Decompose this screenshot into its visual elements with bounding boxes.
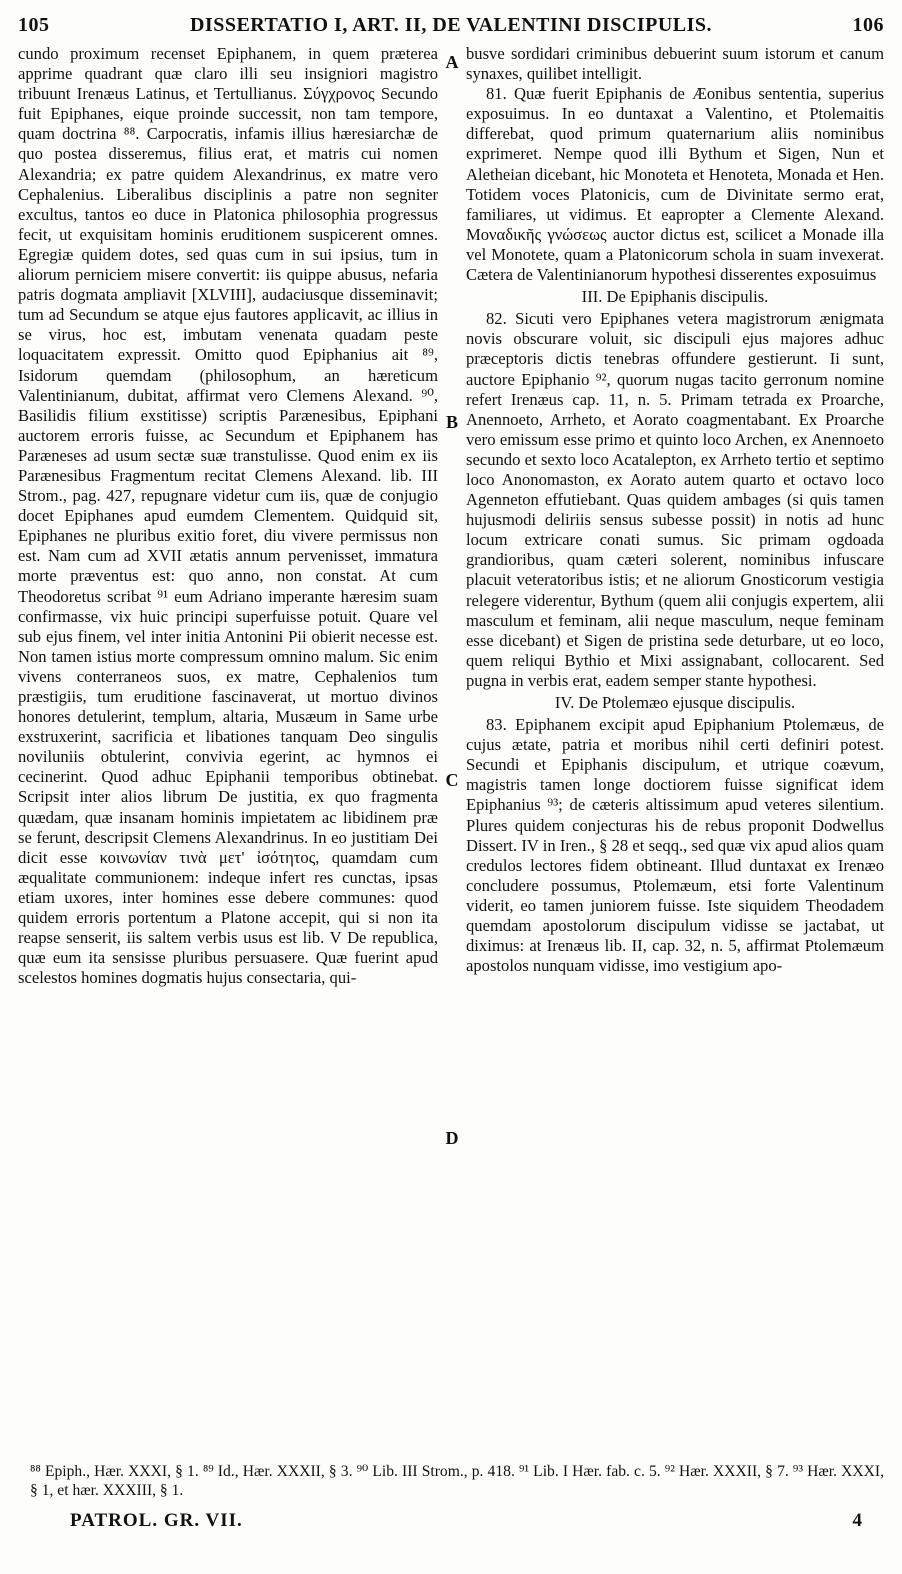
paragraph-83: 83. Epiphanem excipit apud Epiphanium Ptolemæus, de cujus ætate, patria et moribus nihil certi definiri potest. Secundi et Epiphanis discipulum, et utrique coævum, magistris tamen longe doctiorem fuisse significat idem Epiphanius ⁹³; de cæteris altissimum apud veteres silentium. Plures quidem conjecturas his de rebus proponit Dodwellus Dissert. IV in Iren., § 28 et seqq., sed quæ vix apud alios quam credulos lectores fidem obtineant. Illud duntaxat ex Irenæo concludere possumus, Ptolemæum, etsi forte Valentinum viderit, eo tamen juniorem fuisse. Iste siquidem Theodadem quemdam apostolorum discipulum vidisse se jactabat, ut diximus: at Irenæus lib. II, cap. 32, n. 5, affirmat Ptolemæum apostolos nunquam vidisse, imo vestigium apo- — [466, 715, 884, 976]
left-column-text: cundo proximum recenset Epiphanem, in quem præterea apprime quadrant quæ claro illi seu insigniori magistro tribuunt Irenæus Latinus, et Tertullianus. Σύγχρονος Secundo fuit Epiphanes, eique proinde successit, non tam tempore, quam doctrina ⁸⁸. Carpocratis, infamis illius hæresiarchæ de quo postea disseremus, filius erat, et matris cui nomen Alexandria; ex patre quidem Alexandrinus, ex matre vero Cephalenius. Liberalibus disciplinis a patre non segniter excultus, tantos eo duce in Platonica philosophia progressus fecit, ut exquisitam hominis eruditionem suspicerent omnes. Egregiæ quidem dotes, sed quas cum in sui ipsius, tum in aliorum perniciem misere convertit: iis quippe abusus, nefaria patris dogmata ampliavit [XLVIII], audaciusque disseminavit; tum ad Secundum se atque ejus fautores applicavit, ac illius in se virus, hoc est, imbutam venenata quadam peste loquacitatem expressit. Omitto quod Epiphanius ait ⁸⁹, Isidorum quemdam (philosophum, an hæreticum Valentinianum, dubitat, affirmat vero Clemens Alexand. ⁹⁰, Basilidis filium exstitisse) scriptis Parænesibus, Epiphani auctorem erroris fuisse, ac Secundum et Epiphanem has Paræneses ad usum sectæ suæ transtulisse. Quod enim ex iis Parænesibus Fragmentum recitat Clemens Alexand. lib. III Strom., pag. 427, repugnare videtur cum iis, quæ de conjugio docet Epiphanes apud eumdem Clementem. Quidquid sit, Epiphanes ne pluribus exitio foret, diu vivere permissus non est. Nam cum ad XVII ætatis annum pervenisset, immatura morte præventus est: quo anno, non constat. At cum Theodoretus scribat ⁹¹ eum Adriano imperante hæresim suam confirmasse, vix huic principi superfuisse potuit. Quare vel sub ejus finem, vel inter initia Antonini Pii obierit necesse est. Non tamen istius morte compressum omnino malum. Sic enim vivens conterraneos suos, ex matre, Cephalenios tum præstigiis, tum eruditione fascinaverat, ut mortuo divinos honores detulerint, templum, altaria, Musæum in Same urbe exstruxerint, sacrificia et libationes tanquam Deo singulis noviluniis obtulerint, convivia egerint, ac hymnos ei cecinerint. Quod adhuc Epiphanii temporibus obtinebat. Scripsit inter alios librum De justitia, ex quo fragmenta quædam, quæ insanam hominis impietatem ac libidinem præ se ferunt, descripsit Clemens Alexandrinus. In eo justitiam Dei dicit esse κοινωνίαν τινὰ μετ' ἰσότητος, quamdam cum æqualitate communionem: indeque infert res cunctas, ipsas etiam uxores, inter homines esse debere communes: quod quidem erroris portentum a Platone accepit, qui si non ita reapse senserit, iis saltem verbis usus est lib. V De republica, quæ eum ita sensisse pluribus persuasere. Quæ fuerint apud scelestos homines dogmatis hujus consectaria, qui- — [18, 44, 438, 988]
margin-marker-a: A — [445, 52, 459, 72]
paragraph-81: 81. Quæ fuerit Epiphanis de Æonibus sententia, superius exposuimus. In eo duntaxat a Valentino, et Ptolemaitis differebat, quod primum quaternarium aliis nominibus exprimeret. Nempe quod illi Bythum et Sigen, Nun et Aletheian dicebant, hic Monoteta et Henoteta, Monada et Hen. Totidem voces Platonicis, cum de Divinitate sermo erat, familiares, ut vidimus. Et eapropter a Clemente Alexand. Μοναδικῆς γνώσεως auctor dictus est, scilicet a Monade illa vel Monotete, quam a Platonicorum schola in suam invexerat. Cætera de Valentinianorum hypothesi disserentes exposuimus — [466, 84, 884, 285]
signature-mark: 4 — [852, 1510, 862, 1531]
paragraph-80-end: busve sordidari criminibus debuerint suum istorum et canum synaxes, quilibet intelligit. — [466, 44, 884, 84]
page-footer — [70, 1510, 882, 1536]
footnotes: ⁸⁸ Epiph., Hær. XXXI, § 1. ⁸⁹ Id., Hær. XXXII, § 3. ⁹⁰ Lib. III Strom., p. 418. ⁹¹ Lib. I Hær. fab. c. 5. ⁹² Hær. XXXII, § 7. ⁹³ Hær. XXXI, § 1, et hær. XXXIII, § 1. — [30, 1463, 884, 1499]
margin-marker-c: C — [445, 770, 459, 790]
page-number-right: 106 — [852, 14, 884, 36]
section-heading-iii: III. De Epiphanis discipulis. — [581, 287, 769, 307]
section-heading-iv: IV. De Ptolemæo ejusque discipulis. — [554, 693, 796, 712]
left-column — [18, 44, 438, 1459]
running-header — [18, 14, 884, 42]
running-title: DISSERTATIO I, ART. II, DE VALENTINI DISCIPULIS. — [189, 14, 713, 36]
right-column — [466, 44, 884, 1459]
margin-marker-b: B — [445, 412, 458, 432]
paragraph-82: 82. Sicuti vero Epiphanes vetera magistrorum ænigmata novis obscurare voluit, sic discipuli ejus majores adhuc præceptoris dictis tenebras offundere gestierunt. Ii sunt, auctore Epiphanio ⁹², quorum nugas tacito gerronum nomine refert Irenæus cap. 11, n. 5. Primam tetrada ex Proarche, Anennoeto, Arrheto, et Aorato coagmentabant. Ex Proarche vero emissum esse primo et quinto loco Archen, ex Anennoeto secundo et sexto loco Acatalepton, ex Arrheto tertio et septimo loco Anonomaston, ex Aorato autem quarto et octavo loco Agenneton effutiebant. Quas quidem ambages (si quis tamen hujusmodi deliriis sensus subesse possit) in notis ad hunc locum extricare conati sumus. Sic primam ogdoada grandioribus, quam cæteri solerent, nominibus infuscare placuit veteratoribus istis; et ne aliorum Gnosticorum vestigia relegere viderentur, Bythum (quem alii conjugis expertem, alii masculum et feminam, alii neque masculum, neque feminam esse dicebant) et Sigen de pristina sede deturbare, ut eo loco, quem reliqui Bythio et Mixi assignabant, collocarent. Sed pugna in verbis erat, eadem semper stante hypothesi. — [466, 309, 884, 690]
series-title: PATROL. GR. VII. — [70, 1510, 243, 1531]
page-number-left: 105 — [18, 14, 50, 36]
margin-marker-d: D — [445, 1128, 459, 1148]
